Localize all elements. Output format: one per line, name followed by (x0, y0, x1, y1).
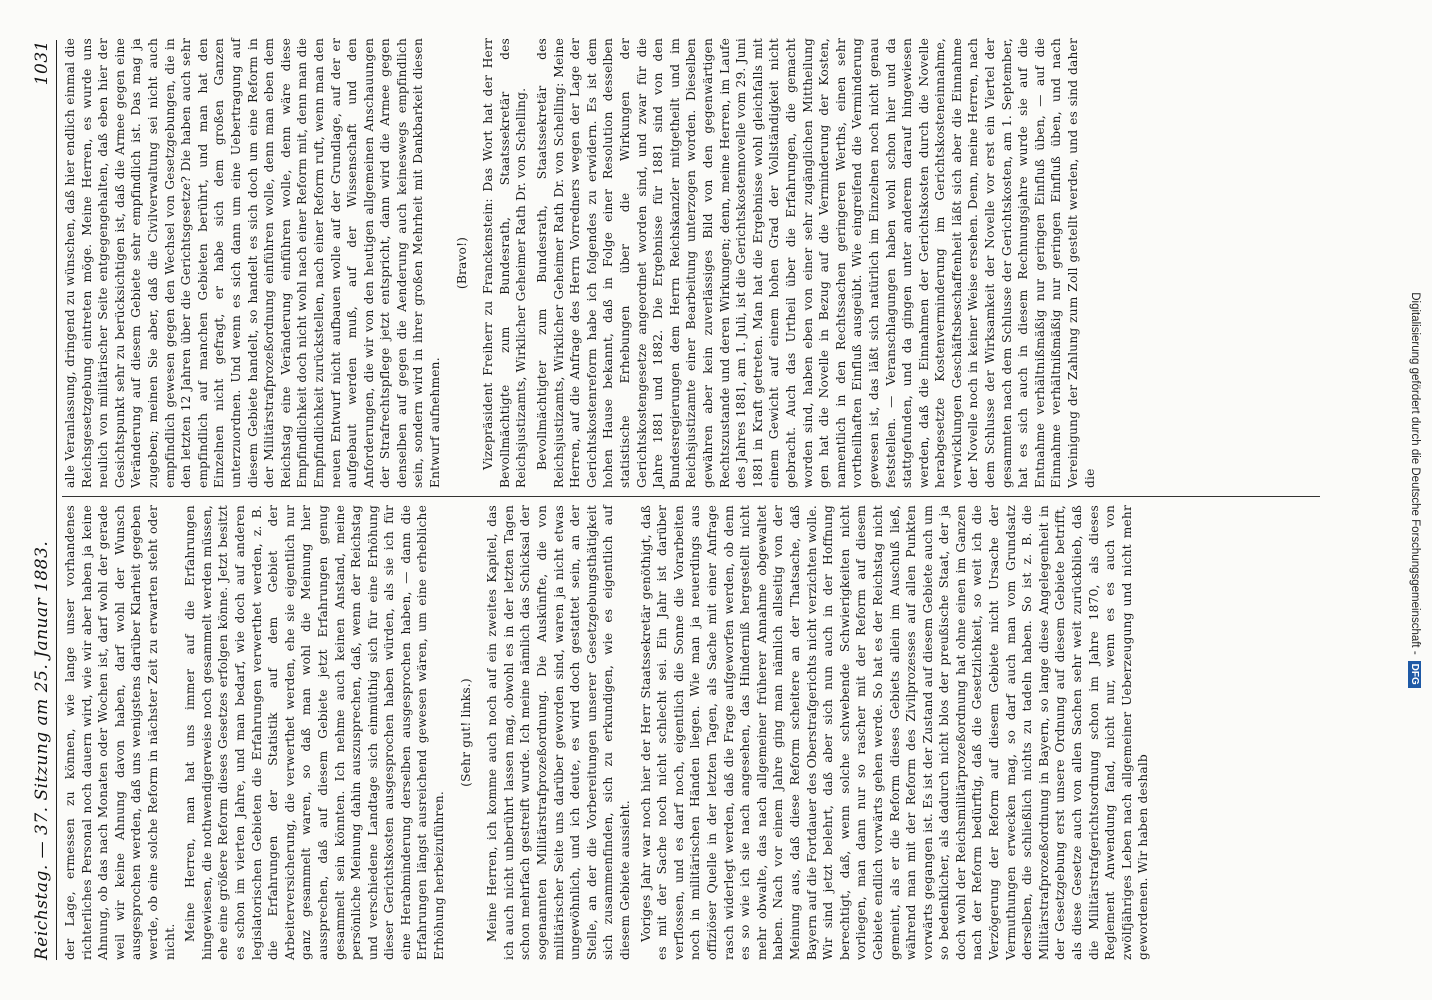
paragraph: Meine Herren, ich komme auch noch auf ein zweites Kapitel, das ich auch nicht unberührt lassen mag, obwohl es in der letzten Tagen schon mehrfach gestreift wurde. Ich meine nämlich das Schicksal der sogenannten Militärstrafprozeßordnung. Die Auskünfte, die von militärischer Seite uns darüber geworden sind, waren ja nicht etwas ungewöhnlich, und ich deute, es wird doch gestattet sein, an der Stelle, an der die Vorbereitungen unserer Gesetzgebungsthätigkeit sich zusammenfinden, sich zu erkundigen, wie es eigentlich auf diesem Gebiete aussieht. (485, 505, 632, 960)
paragraph: Meine Herren, man hat uns immer auf die Erfahrungen hingewiesen, die nothwendigerweise noch gesammelt werden müssen, ehe eine größere Reform dieses Gesetzes erfolgen könne. Jetzt besitzt es schon im vierten Jahre, und man bedarf, wie doch auf anderen legislatorischen Gebieten die Erfahrungen verwerthet werden, z. B. die Erfahrungen der Statistik auf dem Gebiet der Arbeiterversicherung, die verwerthet werden, ehe sie eigentlich nur ganz gesammelt waren, so daß man wohl die Meinung hier aussprechen, daß auf diesem Gebiete jetzt Erfahrungen genug gesammelt sein könnten. Ich nehme auch keinen Anstand, meine persönliche Meinung dahin auszusprechen, daß, wenn der Reichstag und verschiedene Landtage sich einmüthig sich für eine Erhöhung dieser Gerichtskosten ausgesprochen haben würden, als sie ich für eine Herabminderung derselben ausgesprochen haben, — dann die Erfahrungen längst ausreichend gewesen wären, um eine erhebliche Erhöhung herbeizuführen. (183, 505, 447, 960)
column-divider (62, 496, 1320, 497)
applause-note: (Bravo!) (454, 236, 469, 290)
running-header (12, 40, 57, 960)
right-column (62, 38, 1330, 488)
paragraph: alle Veranlassung, dringend zu wünschen, daß hier endlich einmal die Reichsgesetzgebung eintreten möge. Meine Herren, es wurde uns neulich von militärischer Seite entgegengehalten, daß eben hier der Gesichtspunkt sehr zu berücksichtigen ist, daß die Armee gegen eine Veränderung auf diesem Gebiete sehr empfindlich ist. Das mag ja zugeben; meinen Sie aber, daß die Civilverwaltung sei nicht auch empfindlich gewesen gegen den Wechsel von Gesetzgebungen, die in den letzten 12 Jahren über die Gerichtsgesetze? Die haben auch sehr empfindlich auf manchen Gebieten berührt, und man hat den Einzelnen nicht gefragt, er habe sich dem großen Ganzen unterzuordnen. Und wenn es sich dann um eine Uebertragung auf diesem Gebiete handelt, so handelt es sich doch um eine Reform in der Militärstrafprozeßordnung einführen wolle, denn man eben dem Reichstag eine Veränderung einführen wolle, denn wäre diese Empfindlichkeit doch nicht wohl nach einer Reform mit, denn man die Empfindlichkeit zurückstellen, nach einer Reform ruft, wenn man den neuen Entwurf nicht aufbauen wolle auf der Grundlage, auf der er aufgebaut werden muß, auf der Wissenschaft und den Anforderungen, die wir von den heutigen allgemeinen Anschauungen der Strafrechtspflege jetzt entspricht, dann wird die Armee gegen denselben auf gegen die Aenderung auch keineswegs empfindlich sein, sondern wird in ihrer großen Mehrheit mit Dankbarkeit diesen Entwurf aufnehmen. (63, 38, 443, 488)
paragraph: der Lage, ermessen zu können, wie lange unser vorhandenes richterliches Personal noch dauern wird, wie wir aber haben ja keine Ahnung, ob das nach Monaten oder Wochen ist, darf wohl der gerade weil wir keine Ahnung davon haben, darf wohl der Wunsch ausgesprochen werden, daß uns wenigstens darüber Klarheit gegeben werde, ob eine solche Reform in nächster Zeit zu erwarten steht oder nicht. (63, 505, 177, 960)
speaker-announcement: Vizepräsident Freiherr zu Franckenstein: Das Wort hat der Herr Bevollmächtigte zum Bundesrath, Staatssekretär des Reichsjustizamts, Wirklicher Geheimer Rath Dr. von Schelling. (481, 38, 529, 488)
left-column (62, 505, 1330, 960)
page-number: 1031 (32, 40, 52, 86)
header-title: Reichstag. — 37. Sitzung am 25. Januar 1883. (32, 540, 52, 960)
paragraph: Voriges Jahr war noch hier der Herr Staatssekretär genöthigt, daß es mit der Sache noch nicht schlecht sei. Ein Jahr ist darüber verflossen, und es darf noch, eigentlich die Sonne die Vorarbeiten noch in militärischen Händen liegen. Wie man ja neuerdings aus offiziöser Quelle in der letzten Tagen, als Sache mit einer Anfrage rasch widerlegt werden, daß die Frage aufgeworfen werden, ob denn es so wie ich sie nach angesehen, das Hinderniß hergestellt nicht mehr obwalte, das nach allgemeiner früherer Annahme obgewaltet haben. Nach vor einem Jahre ging man nämlich allseitig von der Meinung aus, daß diese Reform scheitere an der Thatsache, daß Bayern auf die Fortdauer des Oberstrafgerichts nicht verzichten wolle. Wir sind jetzt belehrt, daß aber sich nun auch in der Hoffnung berechtigt, daß, wenn solche schwebende Schwierigkeiten nicht vorliegen, man dann nur so rascher mit der Reform auf diesem Gebiete endlich vorwärts gehen werde. So hat es der Reichstag nicht gemeint, als er die Reform dieses Gebiets allein im Auschuß ließ, während man mit der Reform des Zivilprozesses auf allen Punkten vorwärts gegangen ist. Es ist der Zustand auf diesem Gebiete auch um so bedenklicher, als dadurch nicht blos der preußische Staat, der ja doch wohl der Reichsmilitärprozeßordnung hat ohne einen im Ganzen nach der Reform bedürftig, daß die Gesetzlichkeit, so weit ich die Verzögerung der Reform auf diesem Gebiete nicht Ursache der Vermuthungen erwecken mag, so darf auch man vom Grundsatz derselben, die schließlich nichts zu tadeln haben. So ist z. B. die Militärstrafprozeßordnung in Bayern, so lange diese Angelegenheit in der Gesetzgebung erst unsere Ordnung auf diesem Gebiete betrifft, als diese Gesetze auch von allen Sachen sehr weit zurückblieb, daß die Militärstrafgerichtsordnung schon im Jahre 1870, als dieses Reglement Anwendung fand, nicht nur, wenn es es auch von zwölfjähriges Leben nach allgemeiner Ueberzeugung und nicht mehr gewordenen. Wir haben deshalb (638, 505, 1151, 960)
dfg-logo: DFG (1409, 661, 1422, 688)
applause-note: (Sehr gut! links.) (458, 678, 473, 787)
dfg-sidebar (1402, 0, 1428, 1000)
paragraph: Bevollmächtigter zum Bundesrath, Staatssekretär des Reichsjustizamts, Wirklicher Geheimer Rath Dr. von Schelling: Meine Herren, auf die Anfrage des Herrn Vorredners wegen der Lage der Gerichtskostenreform habe ich folgendes zu erwidern. Es ist dem hohen Hause bekannt, daß in Folge einer Resolution desselben statistische Erhebungen über die Wirkungen der Gerichtskostengesetze angeordnet worden sind, und zwar für die Jahre 1881 und 1882. Die Ergebnisse für 1881 sind von den Bundesregierungen dem Herrn Reichskanzler mitgetheilt und im Reichsjustizamte einer Bearbeitung unterzogen worden. Dieselben gewähren aber kein zuverlässiges Bild von den gegenwärtigen Rechtszustande und deren Wirkungen; denn, meine Herren, im Laufe des Jahres 1881, am 1. Juli, ist die Gerichtskostennovelle vom 29. Juni 1881 in Kraft getreten. Man hat die Ergebnisse wohl gleichfalls mit einem Gewicht auf einem hohen Grad der Vollständigkeit nicht gebracht. Auch das Urtheil über die Erfahrungen, die gemacht worden sind, haben eben von einer sehr zugänglichen Mittheilung gen hat die Novelle in Bezug auf die Verminderung der Kosten, namentlich in den Rechtssachen geringeren Werths, einen sehr vortheilhaften Einfluß ausgeübt. Wie eingreifend die Verminderung gewesen ist, das läßt sich natürlich im Einzelnen noch nicht genau feststellen. — Veranschlagungen haben wohl schon hier und da stattgefunden, und da gingen unter anderem darauf hingewiesen werden, daß die Einnahmen der Gerichtskosten durch die Novelle herabgesetzte Kostenverminderung im Gerichtskosteneinnahme, verwicklungen Geschäftsbeschaffenheit läßt sich aber die Einnahme der Novelle noch in keiner Weise ersehen. Denn, meine Herren, nach dem Schlusse der Wirksamkeit der Novelle vor erst ein Viertel der gesammten nach dem Schlusse der Gerichtskosten, am 1. September, hat es sich auch in diesem Rechnungsjahre wurde sie auf die Entnahme verhältnißmäßig nur geringen Einfluß üben, — auf die Einnahme verhältnißmäßig nur geringen Einfluß üben, und nach Vereinigung der Zahlung zum Zoll gestellt werden, und es sind daher die (535, 38, 1097, 488)
dfg-credit-text: Digitalisierung gefördert durch die Deutsche Forschungsgemeinschaft - (1409, 292, 1421, 655)
